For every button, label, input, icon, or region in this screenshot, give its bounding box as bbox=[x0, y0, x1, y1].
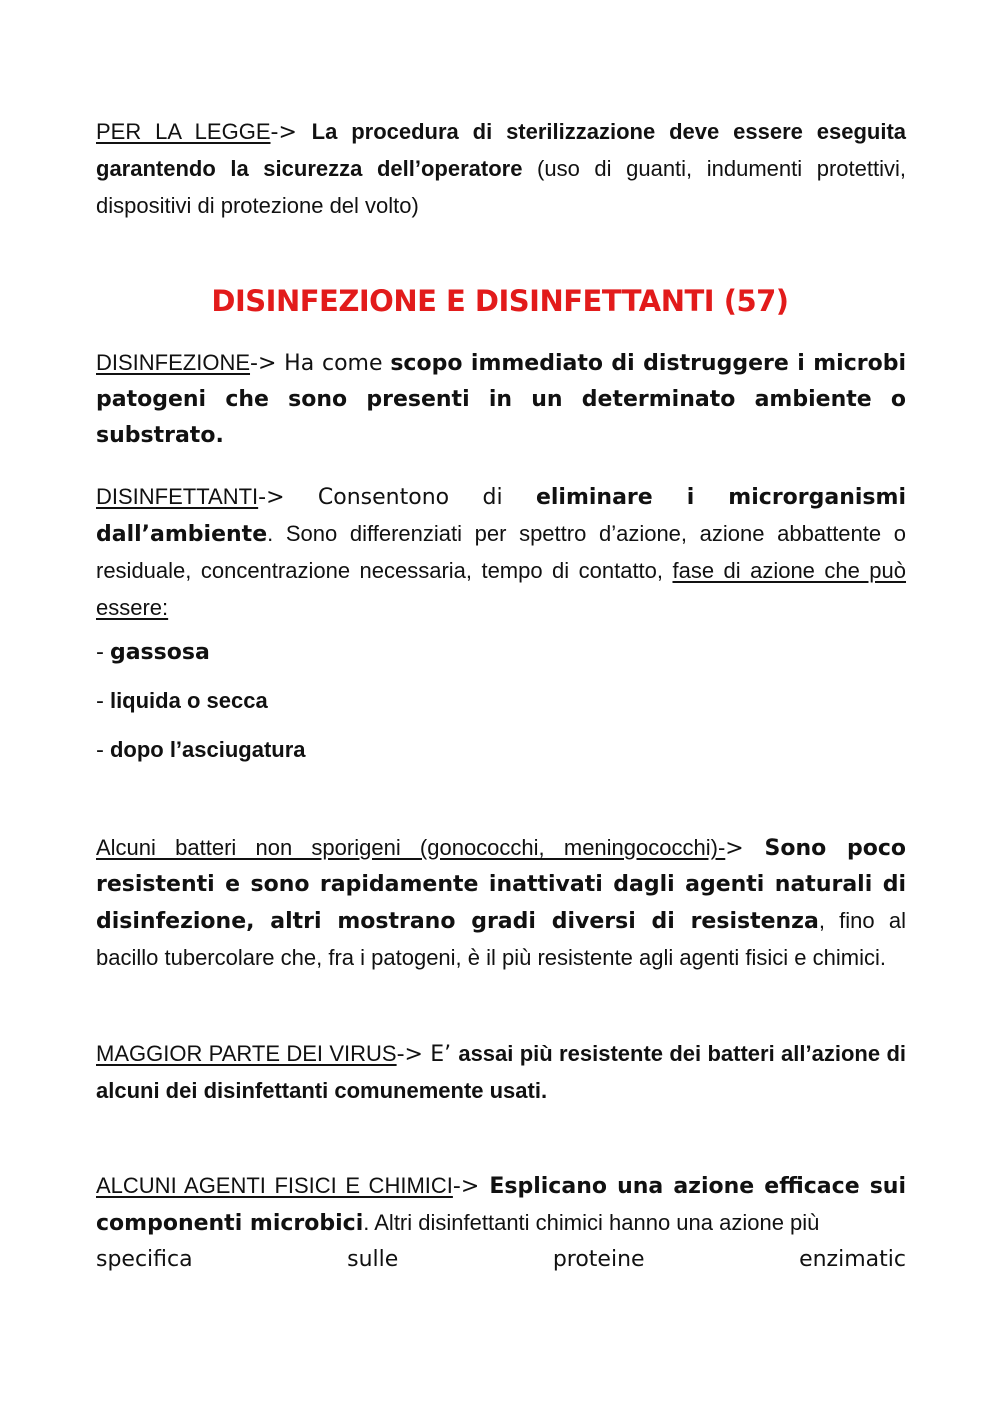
arrow-text: -> bbox=[452, 1174, 480, 1199]
section-label: DISINFEZIONE bbox=[96, 350, 251, 375]
body-text: (uso di guanti, indumenti protettivi, dispositivi di protezione del volto) bbox=[96, 156, 906, 218]
word: sulle bbox=[347, 1247, 399, 1272]
section-label: DISINFETTANTI bbox=[96, 484, 259, 509]
arrow-text: -> E’ bbox=[396, 1042, 459, 1067]
list-dash: - bbox=[96, 738, 104, 763]
body-text: , fino al bacillo tubercolare che, fra i patogeni, è il più resistente agli agenti fisici e chimici. bbox=[96, 908, 906, 970]
word: proteine bbox=[552, 1247, 645, 1272]
arrow-text: > bbox=[725, 836, 744, 861]
paragraph-batteri bbox=[96, 830, 906, 977]
section-title: DISINFEZIONE E DISINFETTANTI (57) bbox=[211, 284, 789, 318]
paragraph-virus bbox=[96, 1036, 906, 1110]
bold-text: Esplicano una azione efficace sui componenti microbici bbox=[96, 1174, 907, 1236]
bold-text: assai più resistente dei batteri all’azione di alcuni dei disinfettanti comunemente usati. bbox=[96, 1041, 906, 1103]
bold-text: Sono poco resistenti e sono rapidamente inattivati dagli agenti naturali di disinfezione, altri mostrano gradi diversi di resistenza bbox=[96, 836, 906, 934]
arrow-text: -> bbox=[258, 485, 285, 510]
word: enzimatic bbox=[799, 1247, 906, 1272]
justified-last-line bbox=[96, 1242, 906, 1278]
list-item bbox=[96, 638, 210, 668]
list-item bbox=[96, 686, 268, 717]
body-text: Ha come bbox=[276, 351, 391, 376]
section-label: Alcuni batteri non sporigeni (gonococchi, meningococchi)- bbox=[96, 835, 726, 860]
body-text: . Altri disinfettanti chimici hanno una azione più bbox=[363, 1210, 820, 1235]
paragraph-per-la-legge bbox=[96, 114, 906, 225]
section-label: MAGGIOR PARTE DEI VIRUS bbox=[96, 1041, 397, 1066]
paragraph-disinfettanti bbox=[96, 479, 906, 627]
bold-text: La procedura di sterilizzazione deve essere eseguita garantendo la sicurezza dell’operatore bbox=[96, 119, 907, 181]
paragraph-disinfezione bbox=[96, 345, 906, 454]
list-dash: - bbox=[96, 689, 104, 714]
arrow-text: -> bbox=[250, 351, 277, 376]
section-label: PER LA LEGGE bbox=[96, 119, 271, 144]
list-dash: - bbox=[96, 640, 104, 665]
paragraph-agenti bbox=[96, 1168, 906, 1278]
underlined-text: fase di azione che può essere: bbox=[96, 558, 907, 620]
section-label: ALCUNI AGENTI FISICI E CHIMICI bbox=[96, 1173, 453, 1198]
bold-text: eliminare i microrganismi dall’ambiente bbox=[96, 485, 906, 547]
list-item-text: gassosa bbox=[109, 640, 210, 665]
list-item bbox=[96, 735, 306, 766]
list-item-text: dopo l’asciugatura bbox=[109, 737, 306, 762]
body-text: . Sono differenziati per spettro d’azione, azione abbattente o residuale, concentrazione necessaria, tempo di contatto, bbox=[96, 521, 906, 583]
list-item-text: liquida o secca bbox=[109, 688, 268, 713]
body-text: Consentono di bbox=[284, 485, 536, 510]
bold-text: scopo immediato di distruggere i microbi patogeni che sono presenti in un determinato ambiente o substrato. bbox=[96, 351, 907, 448]
word: specifica bbox=[96, 1247, 193, 1272]
arrow-text: -> bbox=[270, 120, 297, 145]
